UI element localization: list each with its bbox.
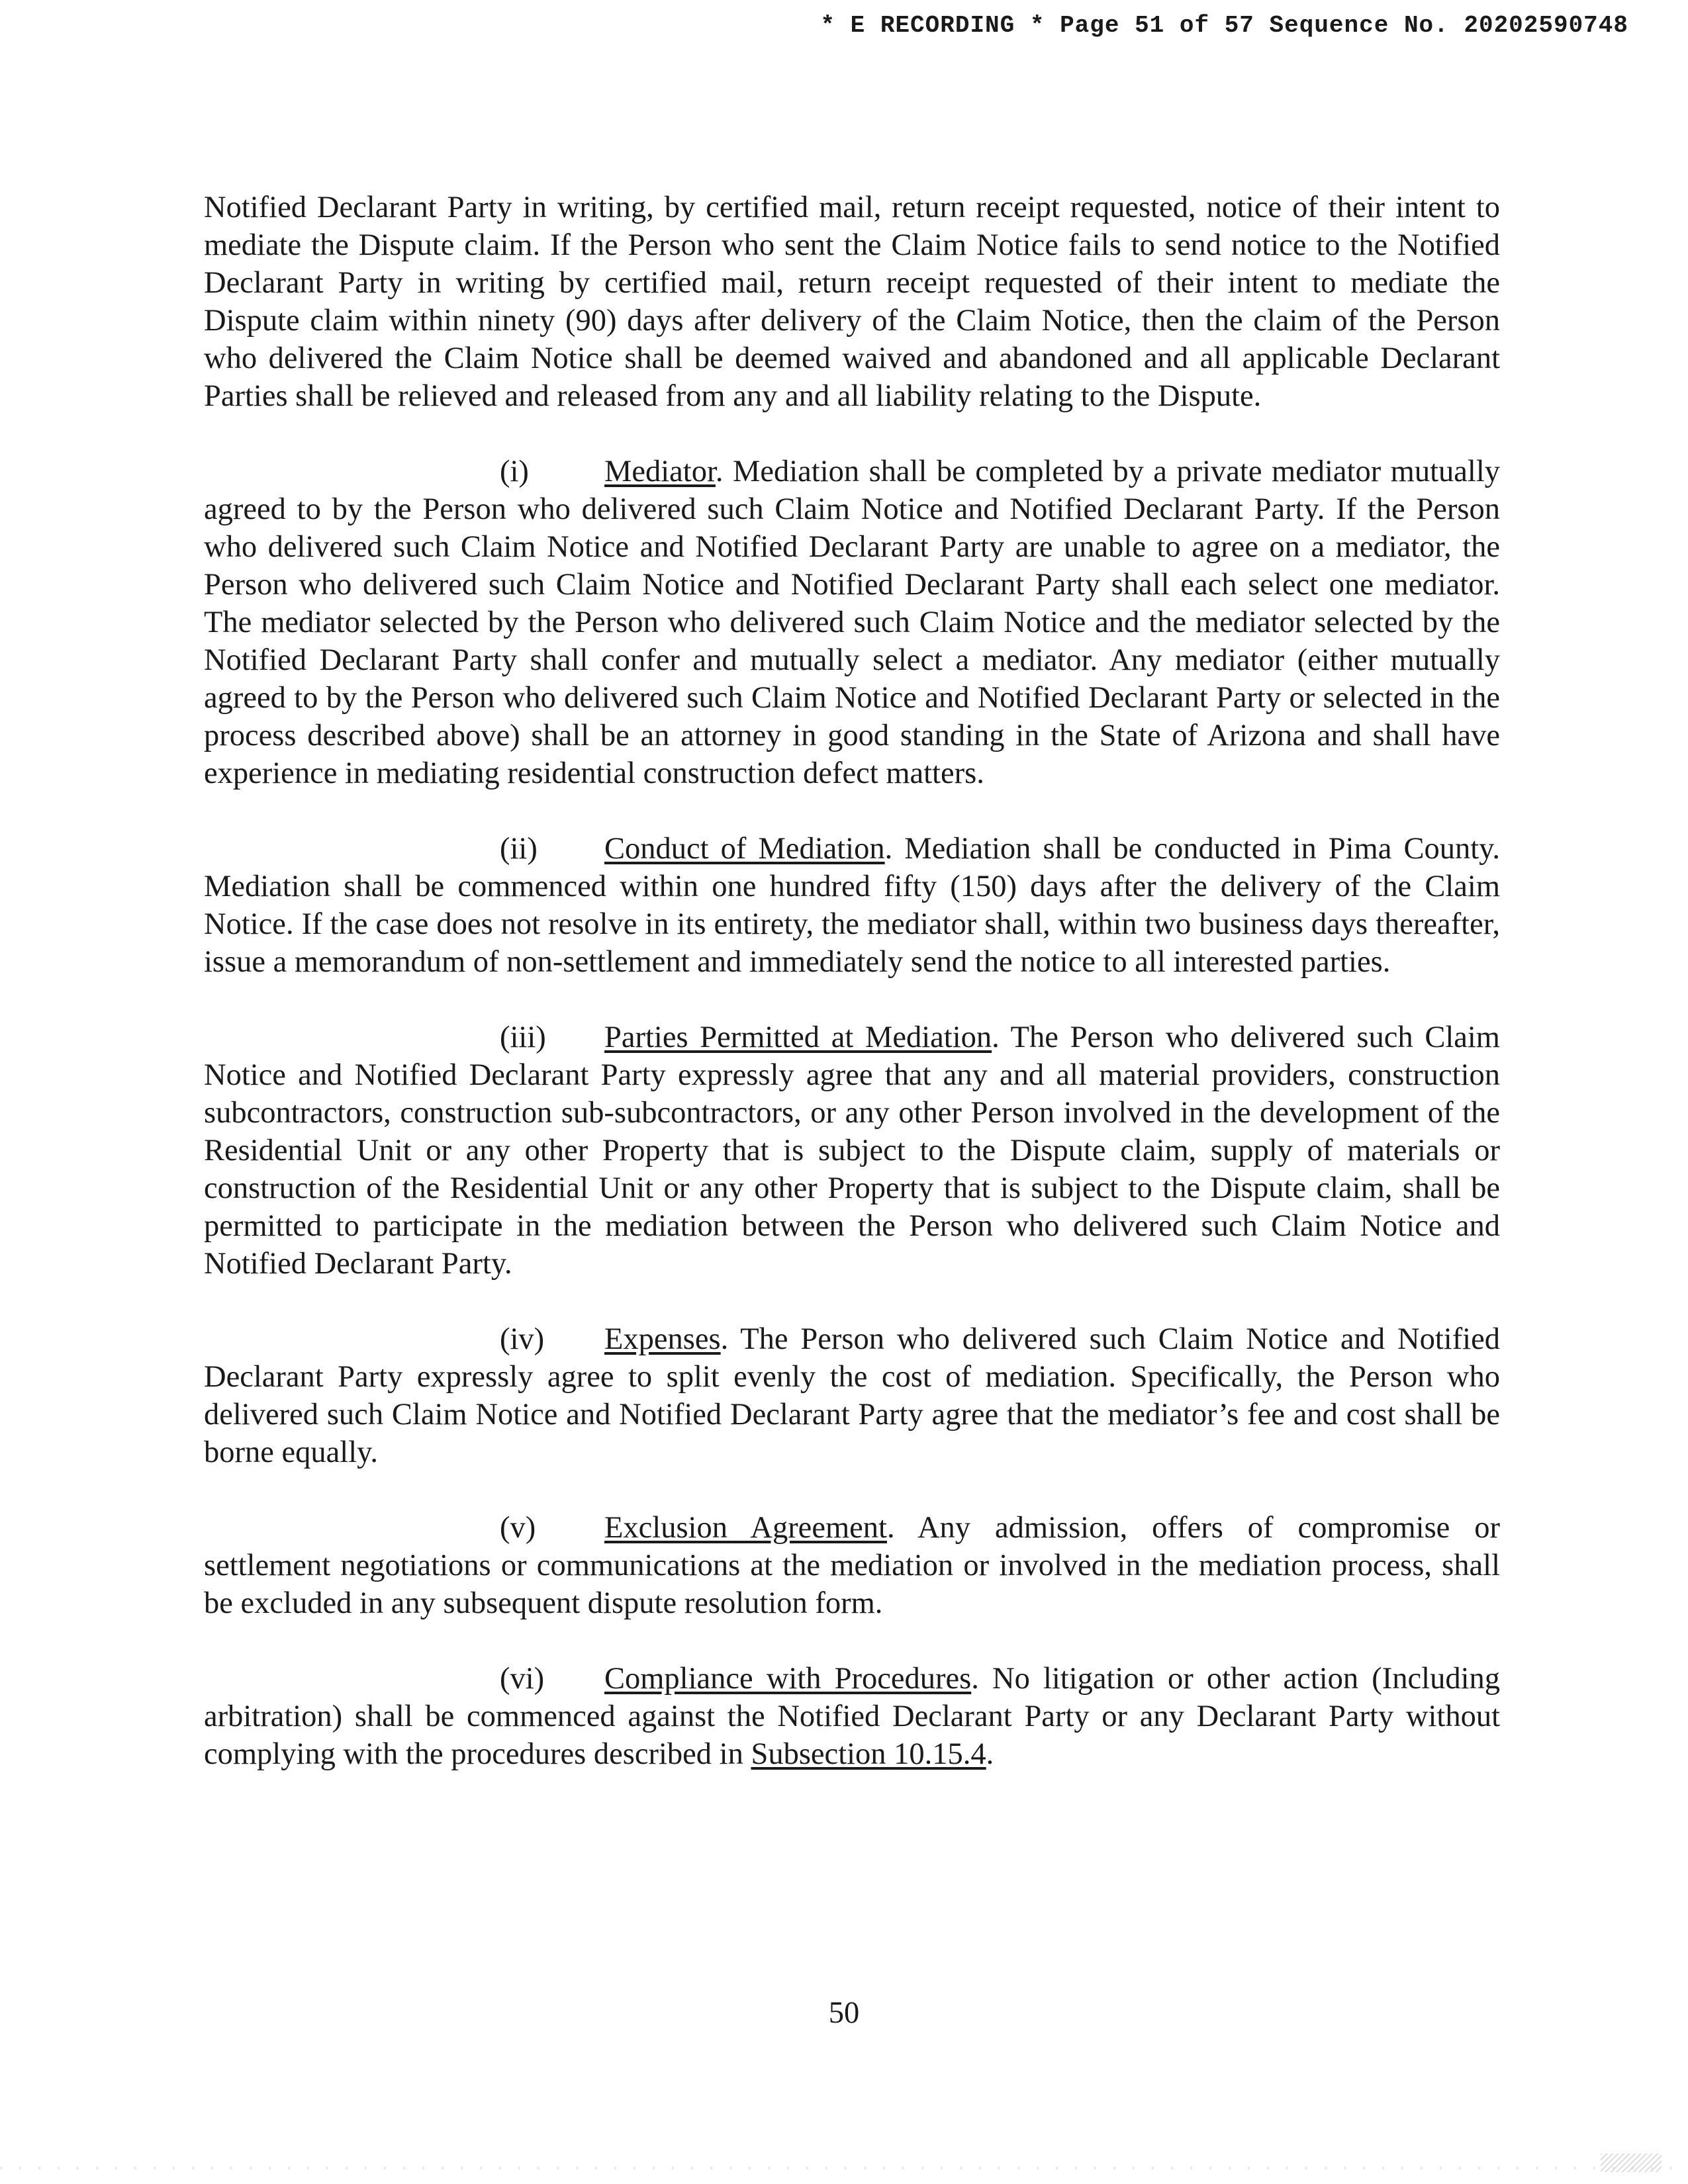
intro-paragraph: Notified Declarant Party in writing, by certified mail, return receipt requested, notice of their intent to mediate the Dispute claim. If the Person who sent the Claim Notice fails to send notice to the Notified Declarant Party in writing by certified mail, return receipt requested of their intent to mediate the Dispute claim within ninety (90) days after delivery of the Claim Notice, then the claim of the Person who delivered the Claim Notice shall be deemed waived and abandoned and all applicable Declarant Parties shall be relieved and released from any and all liability relating to the Dispute.	[204, 191, 1500, 413]
section-number: (ii)	[500, 832, 538, 866]
section-heading: Exclusion Agreement	[604, 1511, 887, 1545]
section-heading: Conduct of Mediation	[604, 832, 885, 866]
section-heading: Compliance with Procedures	[604, 1662, 972, 1696]
section-heading: Expenses	[604, 1322, 721, 1356]
section-heading: Parties Permitted at Mediation	[604, 1021, 992, 1054]
section-number: (iii)	[500, 1021, 546, 1054]
section-mediator	[204, 453, 1500, 792]
scan-artifact-line	[0, 2167, 1688, 2169]
section-text: . Mediation shall be completed by a private mediator mutually agreed to by the Person who delivered such Claim Notice and Notified Declarant Party. If the Person who delivered such Claim Notice and Notified Declarant Party are unable to agree on a mediator, the Person who delivered such Claim Notice and Notified Declarant Party shall each select one mediator. The mediator selected by the Person who delivered such Claim Notice and the mediator selected by the Notified Declarant Party shall confer and mutually select a mediator. Any mediator (either mutually agreed to by the Person who delivered such Claim Notice and Notified Declarant Party or selected in the process described above) shall be an attorney in good standing in the State of Arizona and shall have experience in mediating residential construction defect matters.	[204, 455, 1500, 790]
section-number: (vi)	[500, 1662, 545, 1696]
scan-artifact-corner	[1601, 2154, 1662, 2172]
section-number: (i)	[500, 455, 529, 488]
section-text: . No litigation or other action (Including arbitration) shall be commenced against the Notified Declarant Party or any Declarant Party without complying with the procedures described in	[204, 1662, 1501, 1771]
subsection-reference: Subsection 10.15.4	[751, 1737, 986, 1771]
recording-header: * E RECORDING * Page 51 of 57 Sequence No. 20202590748	[820, 12, 1628, 39]
section-exclusion-agreement	[204, 1509, 1500, 1622]
page-number: 50	[828, 1996, 860, 2030]
section-text: . The Person who delivered such Claim Notice and Notified Declarant Party expressly agree that any and all material providers, construction subcontractors, construction sub-subcontractors, or any other Person involved in the development of the Residential Unit or any other Property that is subject to the Dispute claim, supply of materials or construction of the Residential Unit or any other Property that is subject to the Dispute claim, shall be permitted to participate in the mediation between the Person who delivered such Claim Notice and Notified Declarant Party.	[204, 1021, 1500, 1281]
section-compliance-with-procedures	[204, 1660, 1500, 1773]
section-number: (v)	[500, 1511, 536, 1545]
section-heading: Mediator	[604, 455, 716, 488]
section-text: . The Person who delivered such Claim Notice and Notified Declarant Party expressly agree to split evenly the cost of mediation. Specifically, the Person who delivered such Claim Notice and Notified Declarant Party agree that the mediator’s fee and cost shall be borne equally.	[204, 1322, 1500, 1469]
section-conduct-of-mediation	[204, 830, 1500, 981]
section-text: . Any admission, offers of compromise or settlement negotiations or communications at the mediation or involved in the mediation process, shall be excluded in any subsequent dispute resolution form.	[204, 1511, 1501, 1620]
section-expenses	[204, 1320, 1500, 1471]
section-parties-permitted	[204, 1019, 1500, 1283]
document-body	[204, 189, 1500, 1811]
section-number: (iv)	[500, 1322, 545, 1356]
section-trailing-punctuation: .	[986, 1737, 994, 1771]
section-text: . Mediation shall be conducted in Pima County. Mediation shall be commenced within one hundred fifty (150) days after the delivery of the Claim Notice. If the case does not resolve in its entirety, the mediator shall, within two business days thereafter, issue a memorandum of non-settlement and immediately send the notice to all interested parties.	[204, 832, 1500, 979]
